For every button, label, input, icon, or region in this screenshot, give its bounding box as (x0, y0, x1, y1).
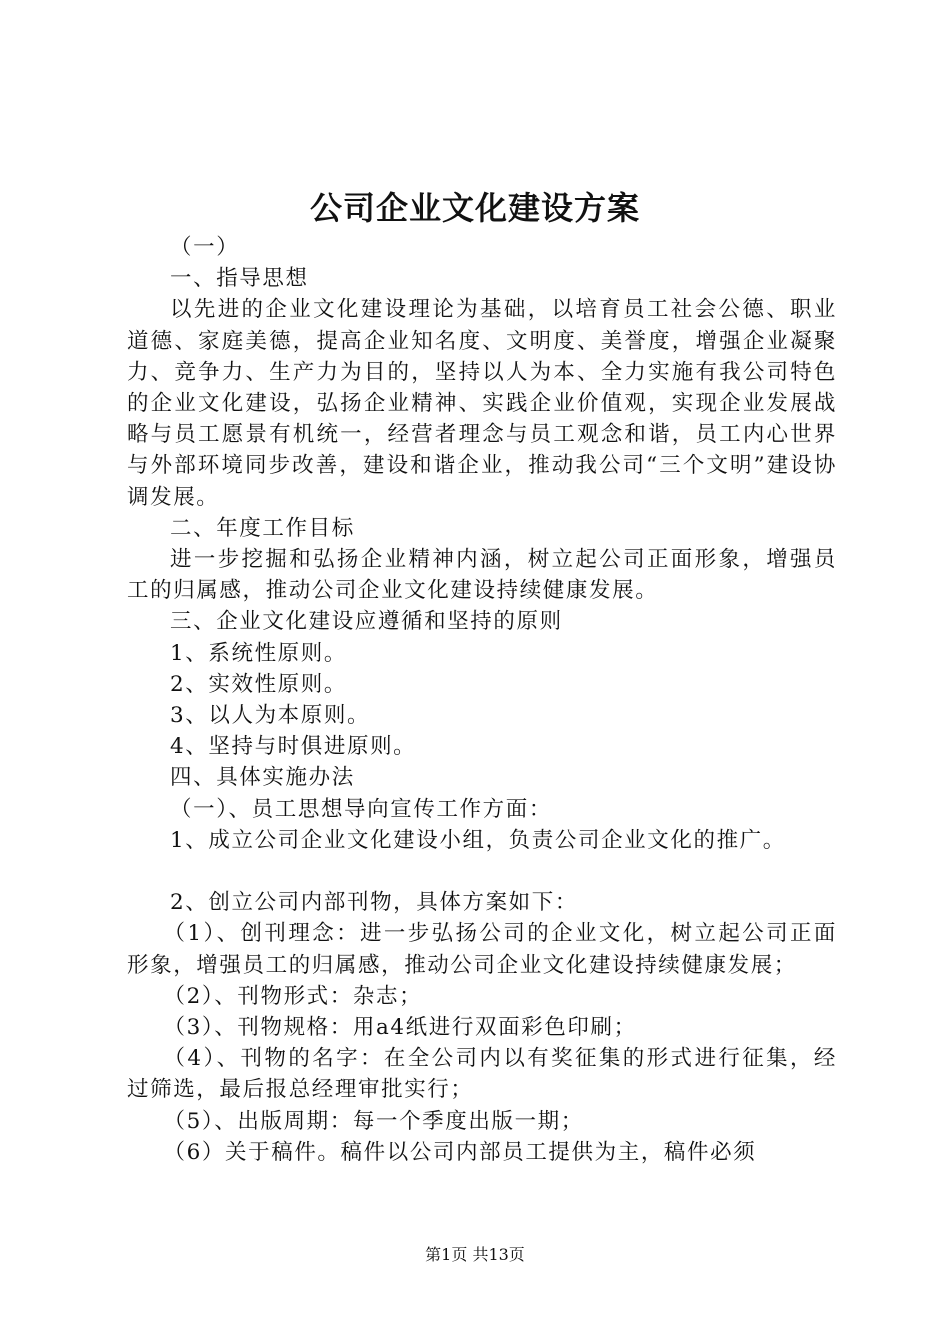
subheading-propaganda: （一）、员工思想导向宣传工作方面： (170, 796, 552, 822)
heading-principles: 三、企业文化建设应遵循和坚持的原则 (170, 609, 563, 635)
principle-item: 1、系统性原则。 (170, 640, 347, 666)
sub-list-item: （2）、刊物形式：杂志； (163, 983, 423, 1009)
list-item: 2、创立公司内部刊物，具体方案如下： (170, 890, 578, 916)
document-body (127, 232, 837, 1168)
page-number-footer: 第1页 共13页 (425, 1245, 525, 1264)
sub-list-item: （4）、刊物的名字：在全公司内以有奖征集的形式进行征集，经过筛选，最后报总经理审批实行； (127, 1046, 837, 1103)
paragraph-guiding-thought: 以先进的企业文化建设理论为基础，以培育员工社会公德、职业道德、家庭美德，提高企业知名度、文明度、美誉度，增强企业凝聚力、竞争力、生产力为目的，坚持以人为本、全力实施有我公司特色的企业文化建设，弘扬企业精神、实践企业价值观，实现企业发展战略与员工愿景有机统一，经营者理念与员工观念和谐，员工内心世界与外部环境同步改善，建设和谐企业，推动我公司“三个文明”建设协调发展。 (127, 297, 837, 510)
sub-list-item: （6）关于稿件。稿件以公司内部员工提供为主，稿件必须 (163, 1139, 757, 1165)
section-marker: （一） (170, 235, 240, 260)
principle-item: 4、坚持与时俱进原则。 (170, 734, 417, 760)
heading-guiding-thought: 一、指导思想 (170, 266, 309, 292)
principle-item: 2、实效性原则。 (170, 671, 347, 697)
sub-list-item: （3）、刊物规格：用a4纸进行双面彩色印刷； (163, 1015, 637, 1041)
sub-list-item: （5）、出版周期：每一个季度出版一期； (163, 1108, 584, 1134)
heading-annual-goal: 二、年度工作目标 (170, 515, 355, 541)
list-item: 1、成立公司企业文化建设小组，负责公司企业文化的推广。 (170, 827, 786, 853)
paragraph-annual-goal: 进一步挖掘和弘扬企业精神内涵，树立起公司正面形象，增强员工的归属感，推动公司企业文化建设持续健康发展。 (127, 547, 837, 604)
document-title: 公司企业文化建设方案 (309, 189, 640, 227)
principle-item: 3、以人为本原则。 (170, 703, 371, 729)
sub-list-item: （1）、创刊理念：进一步弘扬公司的企业文化，树立起公司正面形象，增强员工的归属感，推动公司企业文化建设持续健康发展； (127, 921, 837, 978)
blank-line (127, 856, 837, 887)
heading-implementation: 四、具体实施办法 (170, 765, 355, 791)
